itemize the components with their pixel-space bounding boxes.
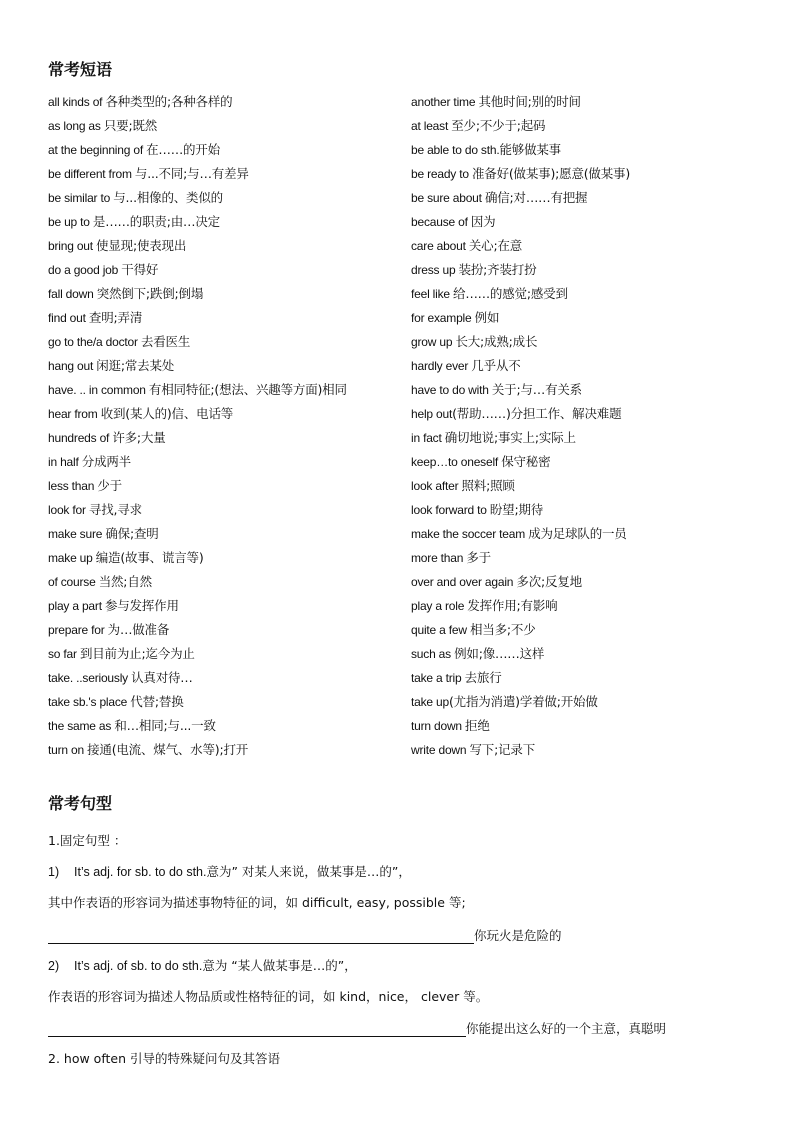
phrase-item [411, 642, 781, 666]
phrase-item [411, 450, 781, 474]
phrase-item [48, 210, 408, 234]
phrase-item [411, 378, 781, 402]
pattern-item-2-note: 作表语的形容词为描述人物品质或性格特征的词，如 kind，nice， clever 等。 [48, 989, 489, 1004]
phrase-chinese: 保守秘密 [501, 454, 551, 469]
phrase-item [411, 522, 781, 546]
phrase-chinese: 只要;既然 [103, 118, 158, 133]
phrase-english: another time [411, 95, 479, 109]
pattern-item-1-note: 其中作表语的形容词为描述事物特征的词，如 difficult, easy, possible 等; [48, 895, 466, 910]
phrase-item [48, 402, 408, 426]
phrase-chinese: 准备好(做某事);愿意(做某事) [471, 166, 631, 181]
phrase-item [411, 738, 781, 762]
phrase-english: quite a few [411, 623, 470, 637]
phrase-item [411, 258, 781, 282]
phrase-chinese: 能够做某事 [499, 142, 561, 157]
phrase-english: help out [411, 407, 453, 421]
phrase-chinese: 确切地说;事实上;实际上 [444, 430, 576, 445]
phrase-chinese: 照料;照顾 [461, 478, 515, 493]
phrase-english: make sure [48, 527, 106, 541]
phrase-chinese: 盼望;期待 [489, 502, 544, 517]
pattern-item-2 [48, 957, 357, 975]
phrase-english: fall down [48, 287, 97, 301]
phrase-english: hear from [48, 407, 101, 421]
phrase-english: bring out [48, 239, 97, 253]
phrase-chinese: 为…做准备 [107, 622, 170, 637]
phrase-item [48, 474, 408, 498]
phrase-english: look after [411, 479, 462, 493]
phrase-chinese: 少于 [97, 478, 122, 493]
phrase-english: keep…to oneself [411, 455, 502, 469]
phrase-chinese: 和…相同;与...一致 [114, 718, 216, 733]
phrase-item [411, 138, 781, 162]
phrase-english: dress up [411, 263, 459, 277]
phrase-item [411, 426, 781, 450]
phrase-item [48, 666, 408, 690]
phrase-english: at least [411, 119, 452, 133]
phrase-item [411, 234, 781, 258]
phrase-english: over and over again [411, 575, 517, 589]
phrase-english: hardly ever [411, 359, 472, 373]
phrase-item [48, 114, 408, 138]
phrase-english: be similar to [48, 191, 114, 205]
phrase-english: look for [48, 503, 89, 517]
phrase-english: make up [48, 551, 96, 565]
phrase-item [48, 282, 408, 306]
phrase-chinese: 确信;对……有把握 [484, 190, 588, 205]
phrase-chinese: 有相同特征;(想法、兴趣等方面)相同 [148, 382, 347, 397]
answer-blank[interactable] [48, 1022, 466, 1037]
phrase-chinese: 参与发挥作用 [104, 598, 179, 613]
phrase-item [48, 258, 408, 282]
fixed-pattern-heading: 1.固定句型 ： [48, 833, 127, 848]
phrase-english: take a trip [411, 671, 465, 685]
fill-in-line-1 [48, 926, 562, 944]
phrase-english: have. .. in common [48, 383, 149, 397]
phrase-chinese: 在……的开始 [146, 142, 220, 157]
phrase-item [411, 570, 781, 594]
pattern-item-1 [48, 863, 411, 881]
phrase-column-right [411, 90, 781, 762]
phrase-item [411, 618, 781, 642]
phrase-chinese: 代替;替换 [130, 694, 184, 709]
phrase-item [411, 354, 781, 378]
phrase-chinese: 突然倒下;跌倒;倒塌 [96, 286, 204, 301]
phrase-item [411, 114, 781, 138]
phrase-chinese: 给……的感觉;感受到 [453, 286, 568, 301]
phrase-item [411, 90, 781, 114]
phrase-item [411, 666, 781, 690]
phrase-english: go to the/a doctor [48, 335, 141, 349]
phrase-chinese: 其他时间;别的时间 [478, 94, 581, 109]
phrase-chinese: 是……的职责;由…决定 [92, 214, 220, 229]
phrase-english: be sure about [411, 191, 485, 205]
phrase-chinese: 确保;查明 [105, 526, 159, 541]
phrase-chinese: 写下;记录下 [469, 742, 536, 757]
phrase-english: in half [48, 455, 82, 469]
fill-in-prompt: 你能提出这么好的一个主意，真聪明 [466, 1021, 667, 1036]
phrase-english: for example [411, 311, 475, 325]
phrase-item [48, 426, 408, 450]
pattern-english: It’s adj. for sb. to do sth. [74, 865, 207, 879]
phrase-english: be ready to [411, 167, 472, 181]
phrase-chinese: 干得好 [121, 262, 159, 277]
phrase-item [48, 738, 408, 762]
phrase-chinese: 几乎从不 [471, 358, 521, 373]
phrase-chinese: 装扮;齐装打扮 [458, 262, 537, 277]
phrase-item [48, 186, 408, 210]
phrase-english: be different from [48, 167, 135, 181]
phrase-item [411, 306, 781, 330]
phrase-english: hang out [48, 359, 97, 373]
phrase-chinese: 发挥作用;有影响 [467, 598, 558, 613]
phrase-english: as long as [48, 119, 104, 133]
phrase-item [411, 594, 781, 618]
phrase-chinese: 拒绝 [465, 718, 490, 733]
phrase-english: in fact [411, 431, 445, 445]
phrase-item [48, 330, 408, 354]
phrase-english: turn on [48, 743, 88, 757]
phrase-chinese: 编造(故事、谎言等) [95, 550, 204, 565]
answer-blank[interactable] [48, 929, 474, 944]
phrase-item [411, 210, 781, 234]
phrase-item [48, 234, 408, 258]
phrase-item [48, 546, 408, 570]
phrase-item [48, 138, 408, 162]
phrase-english: more than [411, 551, 467, 565]
phrase-chinese: 至少;不少于;起码 [451, 118, 546, 133]
phrase-item [48, 690, 408, 714]
item-number: 1) [48, 865, 60, 879]
phrase-chinese: 与...相像的、类似的 [113, 190, 223, 205]
phrase-item [411, 186, 781, 210]
pattern-english: It’s adj. of sb. to do sth. [74, 959, 203, 973]
phrase-chinese: 去旅行 [464, 670, 502, 685]
phrase-item [48, 354, 408, 378]
phrase-chinese: 接通(电流、煤气、水等);打开 [87, 742, 249, 757]
phrase-chinese: 查明;弄清 [88, 310, 143, 325]
item-number: 2) [48, 959, 60, 973]
phrase-chinese: 关心;在意 [468, 238, 523, 253]
phrase-item [48, 90, 408, 114]
phrase-chinese: 例如;像……这样 [454, 646, 545, 661]
phrase-english: all kinds of [48, 95, 106, 109]
phrase-chinese: 使显现;使表现出 [96, 238, 187, 253]
phrase-english: at the beginning of [48, 143, 147, 157]
phrase-english: take sb.'s place [48, 695, 131, 709]
phrase-english: be up to [48, 215, 93, 229]
phrase-chinese: 因为 [470, 214, 496, 229]
phrase-english: feel like [411, 287, 454, 301]
section-title-phrases: 常考短语 [48, 60, 113, 79]
phrase-english: play a role [411, 599, 468, 613]
pattern-chinese: 意为” 对某人来说，做某事是…的”， [206, 864, 411, 879]
phrase-chinese: 分成两半 [81, 454, 131, 469]
phrase-chinese: 多于 [466, 550, 491, 565]
phrase-chinese: 关于;与…有关系 [491, 382, 582, 397]
phrase-english: play a part [48, 599, 105, 613]
phrase-chinese: 各种类型的;各种各样的 [105, 94, 233, 109]
phrase-english: have to do with [411, 383, 492, 397]
phrase-chinese: 寻找,寻求 [88, 502, 142, 517]
phrase-chinese: 多次;反复地 [516, 574, 582, 589]
phrase-english: find out [48, 311, 89, 325]
phrase-english: the same as [48, 719, 115, 733]
phrase-english: make the soccer team [411, 527, 529, 541]
phrase-item [48, 570, 408, 594]
phrase-english: do a good job [48, 263, 122, 277]
phrase-item [411, 498, 781, 522]
phrase-english: write down [411, 743, 470, 757]
fill-in-line-2 [48, 1019, 666, 1037]
phrase-item [48, 714, 408, 738]
phrase-chinese: 相当多;不少 [469, 622, 536, 637]
phrase-chinese: 成为足球队的一员 [528, 526, 627, 541]
phrase-english: hundreds of [48, 431, 113, 445]
phrase-item [411, 402, 781, 426]
phrase-column-left [48, 90, 408, 762]
phrase-item [48, 162, 408, 186]
phrase-english: prepare for [48, 623, 108, 637]
how-often-heading: 2. how often 引导的特殊疑问句及其答语 [48, 1051, 280, 1066]
phrase-english: such as [411, 647, 455, 661]
phrase-item [411, 162, 781, 186]
phrase-english: turn down [411, 719, 466, 733]
phrase-english: so far [48, 647, 80, 661]
phrase-english: of course [48, 575, 99, 589]
phrase-item [48, 642, 408, 666]
phrase-english: less than [48, 479, 98, 493]
phrase-chinese: 闲逛;常去某处 [96, 358, 175, 373]
phrase-english: look forward to [411, 503, 490, 517]
phrase-item [411, 714, 781, 738]
phrase-chinese: 到目前为止;迄今为止 [79, 646, 195, 661]
phrase-item [48, 498, 408, 522]
phrase-english: care about [411, 239, 469, 253]
phrase-item [48, 378, 408, 402]
phrase-chinese: 认真对待… [131, 670, 193, 685]
section-title-sentences: 常考句型 [48, 794, 113, 813]
phrase-item [48, 594, 408, 618]
phrase-chinese: (帮助……)分担工作、解决难题 [452, 406, 622, 421]
phrase-english: take. ..seriously [48, 671, 132, 685]
phrase-chinese: 例如 [474, 310, 500, 325]
phrase-english: take up [411, 695, 449, 709]
phrase-item [411, 690, 781, 714]
phrase-item [411, 546, 781, 570]
phrase-chinese: 许多;大量 [112, 430, 166, 445]
phrase-item [411, 474, 781, 498]
pattern-chinese: 意为 “某人做某事是…的”， [202, 958, 357, 973]
phrase-item [411, 330, 781, 354]
phrase-chinese: 当然;自然 [98, 574, 152, 589]
phrase-chinese: (尤指为消遣)学着做;开始做 [448, 694, 598, 709]
fill-in-prompt: 你玩火是危险的 [474, 928, 562, 943]
phrase-english: because of [411, 215, 471, 229]
phrase-item [48, 450, 408, 474]
phrase-item [48, 306, 408, 330]
phrase-item [411, 282, 781, 306]
phrase-english: be able to do sth. [411, 143, 500, 157]
phrase-chinese: 去看医生 [140, 334, 191, 349]
phrase-chinese: 收到(某人的)信、电话等 [100, 406, 234, 421]
phrase-item [48, 522, 408, 546]
phrase-item [48, 618, 408, 642]
phrase-chinese: 长大;成熟;成长 [455, 334, 538, 349]
phrase-english: grow up [411, 335, 456, 349]
phrase-chinese: 与...不同;与…有差异 [134, 166, 249, 181]
